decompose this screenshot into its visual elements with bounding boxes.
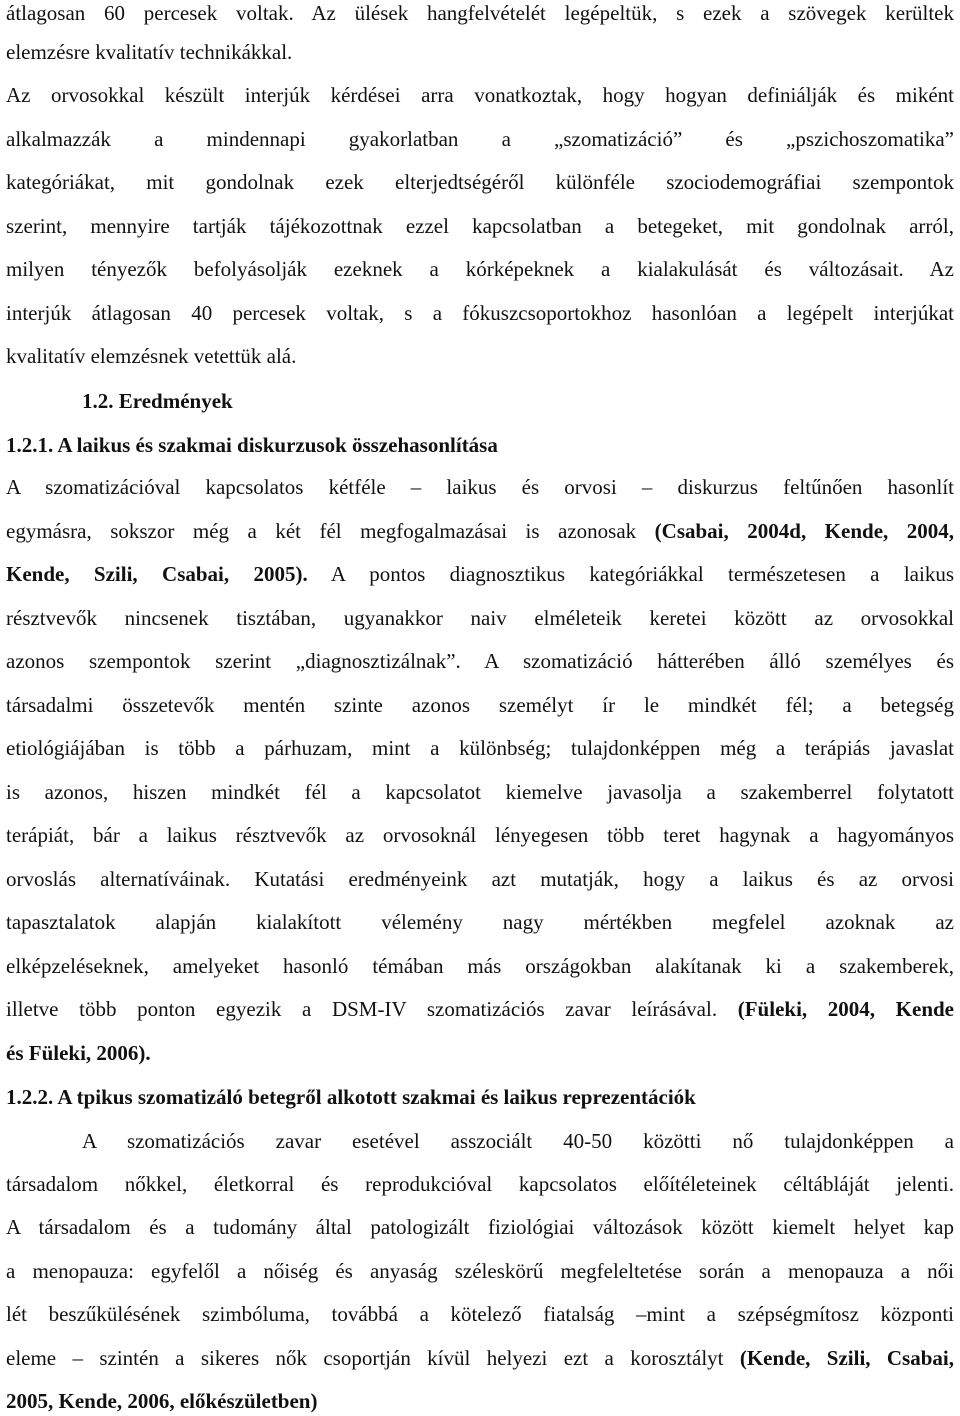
citation: 2005, Kende, 2006, előkészületben) xyxy=(6,1389,318,1413)
body-text-line: azonos szempontok szerint „diagnosztizálnak”. A szomatizáció hátterében álló személyes és xyxy=(6,649,954,673)
body-text-line: milyen tényezők befolyásolják ezeknek a kórképeknek a kialakulását és változásait. Az xyxy=(6,257,954,281)
citation: (Csabai, 2004d, Kende, 2004, xyxy=(654,519,954,543)
body-text-line: társadalmi összetevők mentén szinte azonos személyt ír le mindkét fél; a betegség xyxy=(6,693,954,717)
citation: (Kende, Szili, Csabai, xyxy=(739,1346,954,1370)
body-text-line: szerint, mennyire tartják tájékozottnak ezzel kapcsolatban a betegeket, mit gondolnak arról, xyxy=(6,214,954,238)
body-text-line: orvoslás alternatíváinak. Kutatási eredményeink azt mutatják, hogy a laikus és az orvosi xyxy=(6,867,954,891)
subsection-heading-text: 1.2.2. A tpikus szomatizáló betegről alkotott szakmai és laikus reprezentációk xyxy=(6,1085,696,1109)
body-text-line: a menopauza: egyfelől a nőiség és anyaság széleskörű megfeleltetése során a menopauza a női xyxy=(6,1259,954,1283)
citation: (Füleki, 2004, Kende xyxy=(737,997,954,1021)
body-text-line: etiológiájában is több a párhuzam, mint a különbség; tulajdonképpen még a terápiás javaslat xyxy=(6,736,954,760)
body-text-line: terápiát, bár a laikus résztvevők az orvosoknál lényegesen több teret hagynak a hagyományos xyxy=(6,823,954,847)
body-text-line: kvalitatív elemzésnek vetettük alá. xyxy=(6,344,297,368)
text-span: A pontos diagnosztikus kategóriákkal természetesen a laikus xyxy=(330,562,954,586)
body-text-line: lét beszűkülésének szimbóluma, továbbá a kötelező fiatalság –mint a szépségmítosz központi xyxy=(6,1302,954,1326)
body-text-line: tapasztalatok alapján kialakított vélemény nagy mértékben megfelel azoknak az xyxy=(6,910,954,934)
body-text-line: Az orvosokkal készült interjúk kérdései arra vonatkoztak, hogy hogyan definiálják és miként xyxy=(6,83,954,107)
body-text-line: A szomatizációval kapcsolatos kétféle – laikus és orvosi – diskurzus feltűnően hasonlít xyxy=(6,475,954,499)
body-text-line: elemzésre kvalitatív technikákkal. xyxy=(6,40,293,64)
body-text-line: A szomatizációs zavar esetével asszociált 40-50 közötti nő tulajdonképpen a xyxy=(82,1129,954,1153)
body-text-line: átlagosan 60 percesek voltak. Az ülések hangfelvételét legépeltük, s ezek a szövegek kerültek xyxy=(6,1,954,25)
body-text-line: kategóriákat, mit gondolnak ezek elterjedtségéről különféle szociodemográfiai szempontok xyxy=(6,170,954,194)
body-text-line: A társadalom és a tudomány által patologizált fiziológiai változások között kiemelt helyet kap xyxy=(6,1215,954,1239)
body-text-line: elképzeléseknek, amelyeket hasonló témában más országokban alakítanak ki a szakemberek, xyxy=(6,954,954,978)
body-text-line xyxy=(6,1386,954,1416)
body-text-line xyxy=(6,1343,954,1373)
body-text-line: alkalmazzák a mindennapi gyakorlatban a „szomatizáció” és „pszichoszomatika” xyxy=(6,127,954,151)
text-span: eleme – szintén a sikeres nők csoportján kívül helyezi ezt a korosztályt xyxy=(6,1346,724,1370)
subsection-heading-text: 1.2.1. A laikus és szakmai diskurzusok összehasonlítása xyxy=(6,433,498,457)
body-text-line xyxy=(6,516,954,546)
body-text-line: társadalom nőkkel, életkorral és reprodukcióval kapcsolatos előítéleteinek céltábláját jelenti. xyxy=(6,1172,954,1196)
section-heading xyxy=(82,386,954,416)
subsection-heading xyxy=(6,1082,954,1112)
text-span: egymásra, sokszor még a két fél megfogalmazásai is azonosak xyxy=(6,519,637,543)
text-span: illetve több ponton egyezik a DSM-IV szomatizációs zavar leírásával. xyxy=(6,997,718,1021)
citation: és Füleki, 2006). xyxy=(6,1041,151,1065)
section-heading-text: 1.2. Eredmények xyxy=(82,389,233,413)
body-text-line: interjúk átlagosan 40 percesek voltak, s a fókuszcsoportokhoz hasonlóan a legépelt interjúkat xyxy=(6,301,954,325)
body-text-line xyxy=(6,1038,954,1068)
body-text-line: résztvevők nincsenek tisztában, ugyanakkor naiv elméleteik keretei között az orvosokkal xyxy=(6,606,954,630)
body-text-line: is azonos, hiszen mindkét fél a kapcsolatot kiemelve javasolja a szakemberrel folytatott xyxy=(6,780,954,804)
subsection-heading xyxy=(6,430,954,460)
body-text-line xyxy=(6,559,954,589)
body-text-line xyxy=(6,994,954,1024)
citation: Kende, Szili, Csabai, 2005). xyxy=(6,562,308,586)
